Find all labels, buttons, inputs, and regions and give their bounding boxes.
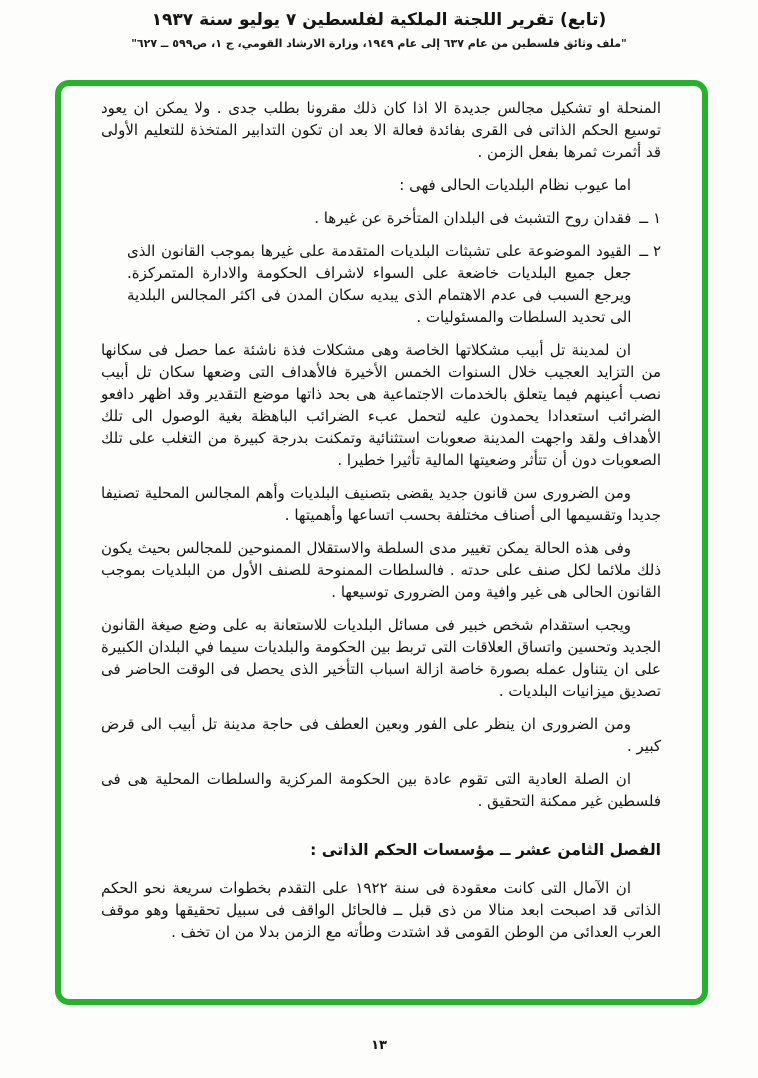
highlight-border	[55, 80, 708, 1005]
list-item-number: ٢ ــ	[639, 242, 661, 260]
document-body	[61, 86, 702, 999]
header-source-citation: "ملف وثائق فلسطين من عام ٦٣٧ إلى عام ١٩٤٩، وزارة الارشاد القومي، ج ١، ص٥٩٩ ــ ٦٢٧"	[131, 37, 627, 50]
paragraph-loan: ومن الضرورى ان ينظر على الفور وبعين العطف فى حاجة مدينة تل أبيب الى قرض كبير .	[101, 715, 661, 755]
list-item-text: القيود الموضوعة على تشبثات البلديات المتقدمة على غيرها بموجب القانون الذى جعل جميع البلديات خاضعة على السواء لاشراف الحكومة والادارة المتمركزة. ويرجع السبب فى عدم الاهتمام الذى يبديه سكان المدن فى اكثر المجالس البلدية الى تحديد السلطات والمسئوليات .	[127, 242, 632, 326]
paragraph-municipal-defects-intro: اما عيوب نظام البلديات الحالى فهى :	[399, 176, 631, 194]
list-item	[127, 240, 661, 328]
section-heading-chapter-18: الفصل الثامن عشر ــ مؤسسات الحكم الذاتى :	[310, 841, 661, 859]
header-title: (تابع) تقرير اللجنة الملكية لفلسطين ٧ يوليو سنة ١٩٣٧	[151, 10, 607, 30]
paragraph-classification: وفى هذه الحالة يمكن تغيير مدى السلطة والاستقلال الممنوحين للمجالس بحيث يكون ذلك ملائما لكل صنف على حدته . فالسلطات الممنوحة للصنف الأول من البلديات بموجب القانون الحالى هى غير وافية ومن الضرورى توسيعها .	[101, 539, 661, 601]
paragraph-self-government-hopes: ان الآمال التى كانت معقودة فى سنة ١٩٢٢ على التقدم بخطوات سريعة نحو الحكم الذاتى قد اصبحت ابعد منالا من ذى قبل ــ فالحائل الواقف فى سبيل تحقيقها وهو موقف العرب العدائى من الوطن القومى قد اشتدت وطأته مع الزمن بدلا من ان تخف .	[101, 879, 661, 941]
list-item	[127, 207, 661, 229]
paragraph-expert: ويجب استقدام شخص خبير فى مسائل البلديات للاستعانة به على وضع صيغة القانون الجديد وتحسين واتساق العلاقات التى تربط بين الحكومة والبلديات سيما في البلدان الكبيرة على ان يتناول عمله بصورة خاصة ازالة اسباب التأخير الذى يحصل فى الوقت الحاضر فى تصديق ميزانيات البلديات .	[101, 616, 661, 700]
list-item-text: فقدان روح التشبث فى البلدان المتأخرة عن غيرها .	[314, 209, 632, 227]
page-number: ١٣	[371, 1038, 387, 1053]
paragraph-new-law: ومن الضرورى سن قانون جديد يقضى بتصنيف البلديات وأهم المجالس المحلية تصنيفا جديدا وتقسيمها الى أصناف مختلفة بحسب اتساعها وأهميتها .	[101, 484, 661, 524]
paragraph-central-local-relation: ان الصلة العادية التى تقوم عادة بين الحكومة المركزية والسلطات المحلية هى فى فلسطين غير ممكنة التحقيق .	[101, 770, 661, 810]
document-header	[0, 10, 758, 50]
paragraph-tel-aviv-problems: ان لمدينة تل أبيب مشكلاتها الخاصة وهى مشكلات فذة ناشئة عما حصل فى سكانها من التزايد العجيب خلال السنوات الخمس الأخيرة فالأهداف التى وضعها سكان تل أبيب نصب أعينهم فيما يتعلق بالخدمات الاجتماعية هى بحد ذاتها موضع التقدير وقد اظهر دافعو الضرائب استعدادا يحمدون عليه لتحمل عبء الضرائب الباهظة بغية الوصول الى تلك الأهداف ولقد واجهت المدينة صعوبات استثنائية وتمكنت بدرجة كبيرة من التغلب على تلك الصعوبات دون أن تتأثر وضعيتها المالية تأثيرا خطيرا .	[101, 341, 661, 469]
paragraph-continuation: المنحلة او تشكيل مجالس جديدة الا اذا كان ذلك مقرونا بطلب جدى . ولا يمكن ان يعود توسيع الحكم الذاتى فى القرى بفائدة فعالة الا بعد ان تكون التدابير المتخذة للتعليم الأولى قد أثمرت ثمرها بفعل الزمن .	[101, 99, 661, 161]
list-item-number: ١ ــ	[639, 209, 661, 227]
